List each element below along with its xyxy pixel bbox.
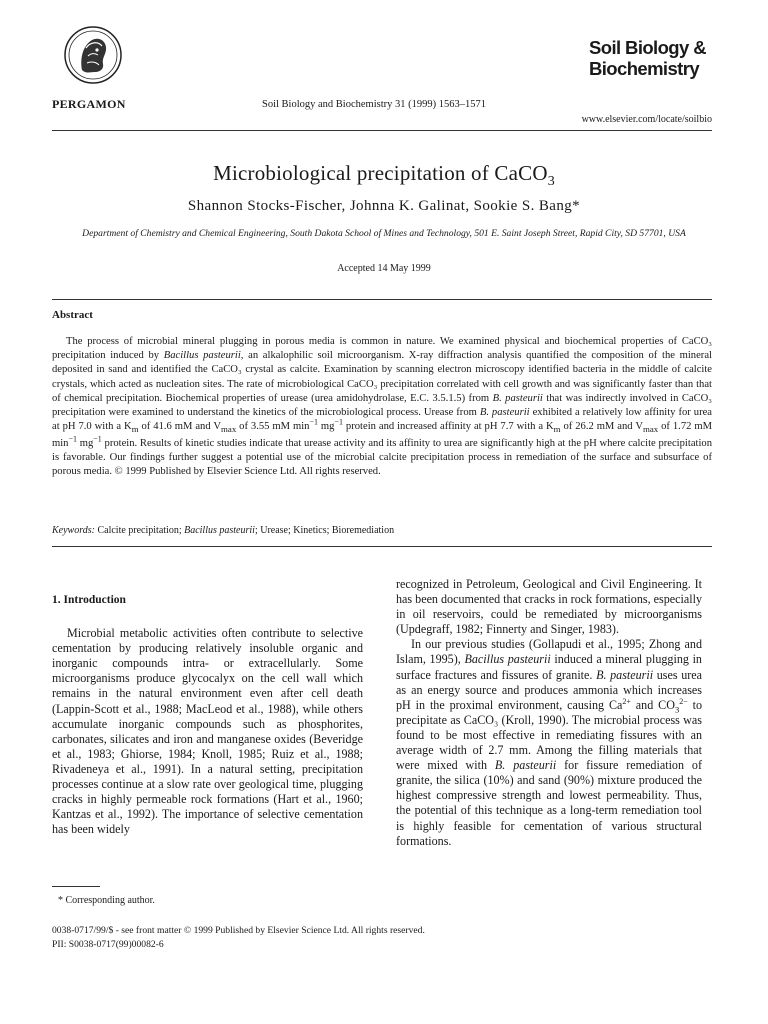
species-name: B. pasteurii xyxy=(596,667,654,682)
publisher-name: PERGAMON xyxy=(52,97,126,111)
journal-title-line1: Soil Biology & xyxy=(589,37,706,58)
km-subscript: m xyxy=(131,424,139,435)
body-text-span: to precipitate as CaCO₃ (Kroll, 1990). The microbial process was found to be most effective in remediating fissures with an average width of 2.7 mm. Among the filling materials that were mixed with xyxy=(396,697,702,773)
abstract-text-span: of 1.72 mM min xyxy=(52,421,713,449)
body-text-span: and CO xyxy=(630,697,675,712)
formula-subscript: 3 xyxy=(674,704,680,715)
article-title xyxy=(0,161,768,190)
abstract-text-span: exhibited a relatively low affinity for urea at pH 7.0 with a K xyxy=(52,407,713,433)
unit-superscript: −1 xyxy=(93,434,102,443)
unit-superscript: −1 xyxy=(68,434,77,443)
keywords-divider xyxy=(52,546,712,547)
section-heading-introduction: 1. Introduction xyxy=(52,594,126,606)
elsevier-tree-logo-icon xyxy=(62,22,124,92)
body-column-left xyxy=(52,593,363,837)
copyright-line: 0038-0717/99/$ - see front matter © 1999 Published by Elsevier Science Ltd. All rights reserved. xyxy=(52,925,425,936)
unit-superscript: −1 xyxy=(334,417,343,427)
corresponding-author-footnote: * Corresponding author. xyxy=(58,895,155,906)
author-affiliation: Department of Chemistry and Chemical Engineering, South Dakota School of Mines and Technology, 501 E. Saint Joseph Street, Rapid City, SD 57701, USA xyxy=(82,228,686,239)
species-name: Bacillus pasteurii xyxy=(464,652,551,667)
journal-citation: Soil Biology and Biochemistry 31 (1999) 1563–1571 xyxy=(262,99,486,110)
keywords-label: Keywords: xyxy=(52,525,95,536)
species-name: B. pasteurii xyxy=(494,758,557,773)
abstract-heading: Abstract xyxy=(52,309,93,321)
body-paragraph: Microbial metabolic activities often contribute to selective cementation by producing relatively insoluble organic and inorganic compounds intra- or extracellularly. Some microorganisms produce glycocalyx on the cell wall which remains in the natural environment even after cell death (Lappin-Scott et al., 1988; MacLeod et al., 1988), while others accumulate inorganic compounds such as phosphorites, carbonates, silicates and iron and manganese oxides (Beveridge et al., 1983; Ghiorse, 1984; Knoll, 1985; Ruiz et al., 1988; Rivadeneya et al., 1991). In a natural setting, precipitation processes continue at a slow rate over geological time, plugging cracks in highly permeable rock formations (Hart et al., 1960; Kantzas et al., 1992). The importance of selective cementation has been widely xyxy=(52,626,363,837)
abstract-text-span: The process of microbial mineral plugging in porous media is common in nature. We examined physical and biochemical properties of CaCO₃ precipitation induced by xyxy=(52,336,712,362)
ion-charge-superscript: 2− xyxy=(679,696,688,706)
journal-title-line2: Biochemistry xyxy=(589,58,700,79)
header-divider xyxy=(52,130,712,131)
vmax-subscript: max xyxy=(221,424,237,435)
abstract-body xyxy=(52,335,712,479)
species-name: Bacillus pasteurii xyxy=(163,350,241,362)
body-paragraph xyxy=(396,637,702,848)
species-name: Bacillus pasteurii xyxy=(184,525,255,536)
unit-superscript: −1 xyxy=(309,417,318,427)
keywords-text: Calcite precipitation; xyxy=(94,525,185,536)
abstract-text-span: of 41.6 mM and V xyxy=(138,421,222,433)
copyright-block xyxy=(52,924,425,952)
body-text-span: uses urea as an energy source and produces ammonia which increases pH in the proximal environment, causing Ca xyxy=(396,667,703,712)
accepted-date: Accepted 14 May 1999 xyxy=(337,263,431,274)
abstract-text-span: protein. Results of kinetic studies indicate that urease activity and its affinity to urea are significantly high at the pH where calcite precipitation is favorable. Our findings further suggest a potential use of the microbial calcite precipitation process in remediation of the surface and subsurface of porous media. © 1999 Published by Elsevier Science Ltd. All rights reserved. xyxy=(52,437,712,477)
journal-title xyxy=(589,37,706,79)
article-title-subscript: 3 xyxy=(547,174,555,190)
body-text-span: In our previous studies (Gollapudi et al., 1995; Zhong and Islam, 1995), xyxy=(396,637,702,667)
body-paragraph: recognized in Petroleum, Geological and Civil Engineering. It has been documented that cracks in rock formations, especially in oil reservoirs, could be remediated by microorganisms (Updegraff, 1982; Finnerty and Singer, 1983). xyxy=(396,577,702,637)
abstract-text-span: of 3.55 mM min xyxy=(236,421,310,433)
body-text-span: for fissure remediation of granite, the silica (10%) and sand (90%) mixture produced the highest compressive strength and lowest permeability. Thus, the potential of this technique as a long-term remediation tool is highly feasible for cementation of various structural formations. xyxy=(396,758,702,848)
footnote-divider xyxy=(52,886,100,887)
pii-line: PII: S0038-0717(99)00082-6 xyxy=(52,939,164,950)
abstract-text-span: , an alkalophilic soil microorganism. X-ray diffraction analysis quantified the composition of the mineral deposited in sand and identified the CaCO₃ crystal as calcite. Examination by scanning electron microscopy identified bacteria in the middle of calcite crystals, which acted as nucleation sites. The rate of microbiological CaCO₃ precipitation correlated with cell growth and was significantly faster than that of chemical precipitation. Biochemical properties of urease (urea amidohydrolase, E.C. 3.5.1.5) from xyxy=(52,350,712,404)
abstract-text-span: of 26.2 mM and V xyxy=(560,421,643,433)
abstract-text-span: mg xyxy=(318,421,335,433)
abstract-text-span: that was indirectly involved in CaCO₃ precipitation were examined to understand the kinetics of the microbiological process. Urease from xyxy=(52,392,712,419)
abstract-text-span: mg xyxy=(77,437,94,449)
body-column-right xyxy=(396,577,702,849)
species-name: B. pasteurii xyxy=(479,407,530,419)
journal-url-link[interactable]: www.elsevier.com/locate/soilbio xyxy=(581,114,712,125)
km-subscript: m xyxy=(553,424,561,435)
author-list: Shannon Stocks-Fischer, Johnna K. Galinat, Sookie S. Bang* xyxy=(187,198,581,214)
abstract-divider xyxy=(52,299,712,300)
keywords-text: ; Urease; Kinetics; Bioremediation xyxy=(254,525,395,536)
species-name: B. pasteurii xyxy=(492,392,543,404)
abstract-text-span: protein and increased affinity at pH 7.7 with a K xyxy=(343,421,554,433)
ion-charge-superscript: 2+ xyxy=(622,696,631,706)
body-text-span: induced a mineral plugging in surface fractures and fissures of granite. xyxy=(396,652,702,682)
article-title-text: Microbiological precipitation of CaCO xyxy=(213,161,548,185)
vmax-subscript: max xyxy=(642,424,659,435)
keywords-line xyxy=(52,525,394,536)
